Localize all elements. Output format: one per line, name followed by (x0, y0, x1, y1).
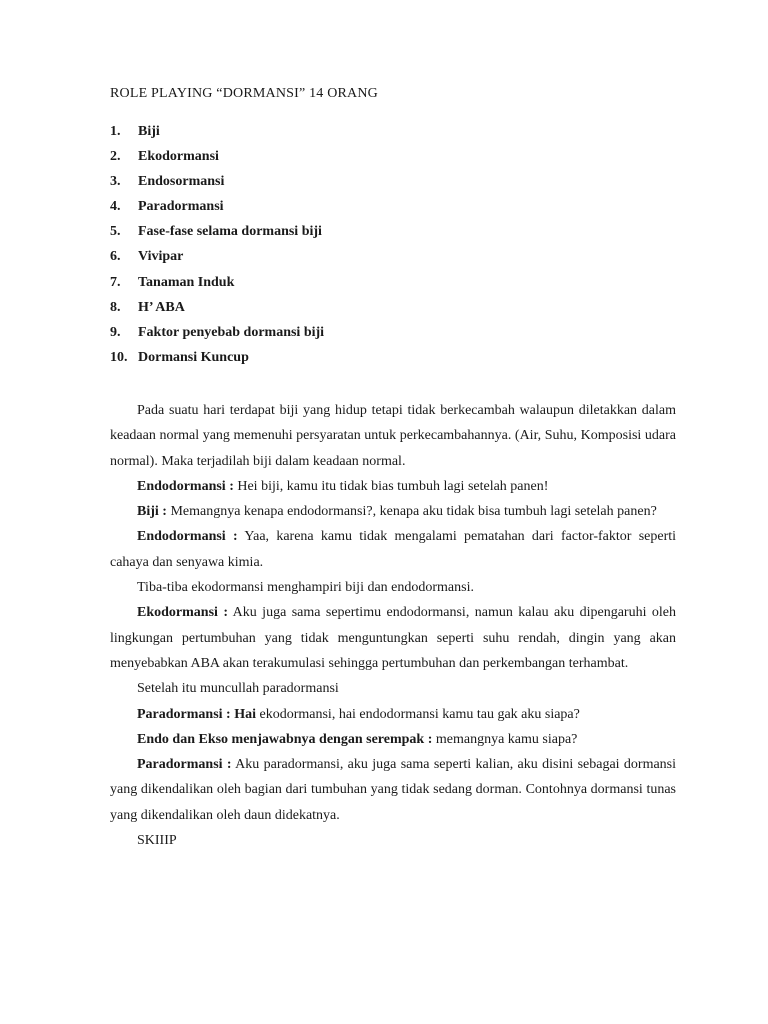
dialogue-paragraph: Ekodormansi : Aku juga sama sepertimu endodormansi, namun kalau aku dipengaruhi oleh lingkungan pertumbuhan yang tidak menguntungkan seperti suhu rendah, dingin yang akan menyebabkan ABA akan terakumulasi sehingga pertumbuhan dan perkembangan terhambat. (110, 605, 677, 671)
narration-paragraph: SKIIIP (137, 833, 177, 849)
story-body (110, 398, 676, 853)
dialogue-paragraph: Endodormansi : Hei biji, kamu itu tidak bias tumbuh lagi setelah panen! (137, 478, 549, 494)
dialogue-paragraph: Paradormansi : Aku paradormansi, aku juga sama seperti kalian, aku disini sebagai dormansi yang dikendalikan oleh bagian dari tumbuhan yang tidak sedang dorman. Contohnya dormansi tunas yang dikendalikan oleh daun didekatnya. (110, 757, 677, 823)
dialogue-paragraph: Endodormansi : Yaa, karena kamu tidak mengalami pematahan dari factor-faktor seperti cahaya dan senyawa kimia. (110, 529, 677, 570)
speaker-label: Ekodormansi : (137, 605, 228, 621)
dialogue-paragraph: Paradormansi : Hai ekodormansi, hai endodormansi kamu tau gak aku siapa? (137, 706, 580, 722)
list-item: 1. Biji (110, 124, 160, 139)
speaker-label: Endodormansi : (137, 529, 238, 545)
speaker-label: Paradormansi : Hai (137, 706, 256, 722)
list-item: 2. Ekodormansi (110, 149, 219, 165)
speaker-label: Endodormansi : (137, 478, 234, 494)
narration-paragraph: Setelah itu muncullah paradormansi (137, 681, 339, 697)
list-item: 8. H’ ABA (110, 299, 185, 315)
list-item: 3. Endosormansi (110, 174, 225, 190)
speaker-label: Paradormansi : (137, 757, 232, 773)
narration-paragraph: Tiba-tiba ekodormansi menghampiri biji dan endodormansi. (137, 580, 474, 596)
list-item: 10. Dormansi Kuncup (110, 349, 249, 365)
list-item: 6. Vivipar (110, 249, 184, 265)
list-item: 5. Fase-fase selama dormansi biji (110, 224, 322, 240)
dialogue-paragraph: Biji : Memangnya kenapa endodormansi?, kenapa aku tidak bisa tumbuh lagi setelah panen? (137, 504, 657, 520)
list-item: 4. Paradormansi (110, 199, 224, 215)
list-item: 7. Tanaman Induk (110, 274, 235, 290)
speaker-label: Endo dan Ekso menjawabnya dengan serempak : (137, 731, 433, 747)
role-list (110, 122, 324, 373)
speaker-label: Biji : (137, 504, 167, 520)
document-title: ROLE PLAYING “DORMANSI” 14 ORANG (110, 86, 378, 101)
narration-paragraph: Pada suatu hari terdapat biji yang hidup tetapi tidak berkecambah walaupun diletakkan dalam keadaan normal yang memenuhi persyaratan untuk perkecambahannya. (Air, Suhu, Komposisi udara normal). Maka terjadilah biji dalam keadaan normal. (110, 403, 676, 469)
list-item: 9. Faktor penyebab dormansi biji (110, 324, 325, 340)
dialogue-paragraph: Endo dan Ekso menjawabnya dengan serempak : memangnya kamu siapa? (137, 731, 578, 747)
